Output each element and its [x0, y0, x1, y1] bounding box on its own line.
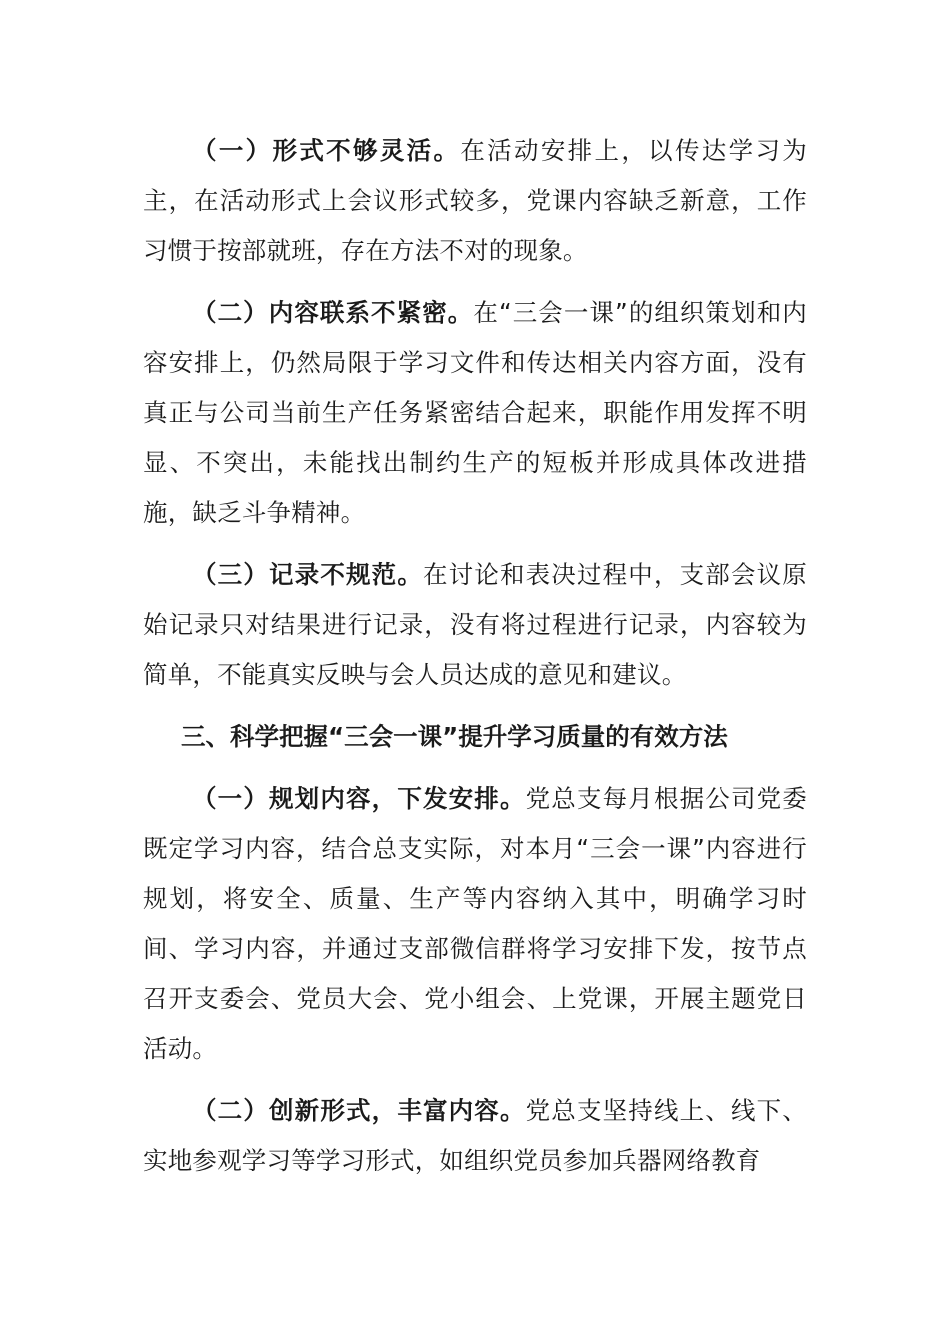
document-page	[143, 126, 807, 1198]
paragraph-lead: （一）规划内容，下发安排。	[192, 784, 526, 813]
section-heading: 三、科学把握“三会一课”提升学习质量的有效方法	[181, 722, 728, 751]
paragraph-text: 党总支坚持线上、线下、实地参观学习等学习形式，如组织党员参加兵器网络教育	[143, 1096, 807, 1175]
paragraph-plan-content	[143, 774, 807, 1074]
paragraph-record-issue	[143, 550, 807, 700]
paragraph-innovate-form	[143, 1086, 807, 1186]
paragraph-lead: （二）内容联系不紧密。	[192, 298, 474, 327]
paragraph-text: 党总支每月根据公司党委既定学习内容，结合总支实际，对本月“三会一课”内容进行规划，将安全、质量、生产等内容纳入其中，明确学习时间、学习内容，并通过支部微信群将学习安排下发，按节点召开支委会、党员大会、党小组会、上党课，开展主题党日活动。	[143, 784, 807, 1063]
paragraph-lead: （三）记录不规范。	[192, 560, 423, 589]
paragraph-lead: （一）形式不够灵活。	[192, 136, 461, 165]
paragraph-lead: （二）创新形式，丰富内容。	[192, 1096, 526, 1125]
paragraph-text: 在讨论和表决过程中，支部会议原始记录只对结果进行记录，没有将过程进行记录，内容较为简单，不能真实反映与会人员达成的意见和建议。	[143, 560, 807, 689]
paragraph-text: 在活动安排上，以传达学习为主，在活动形式上会议形式较多，党课内容缺乏新意，工作习惯于按部就班，存在方法不对的现象。	[143, 136, 808, 265]
paragraph-content-issue	[143, 288, 807, 538]
paragraph-form-issue	[143, 126, 807, 276]
paragraph-text: 在“三会一课”的组织策划和内容安排上，仍然局限于学习文件和传达相关内容方面，没有真正与公司当前生产任务紧密结合起来，职能作用发挥不明显、不突出，未能找出制约生产的短板并形成具体改进措施，缺乏斗争精神。	[143, 298, 807, 527]
